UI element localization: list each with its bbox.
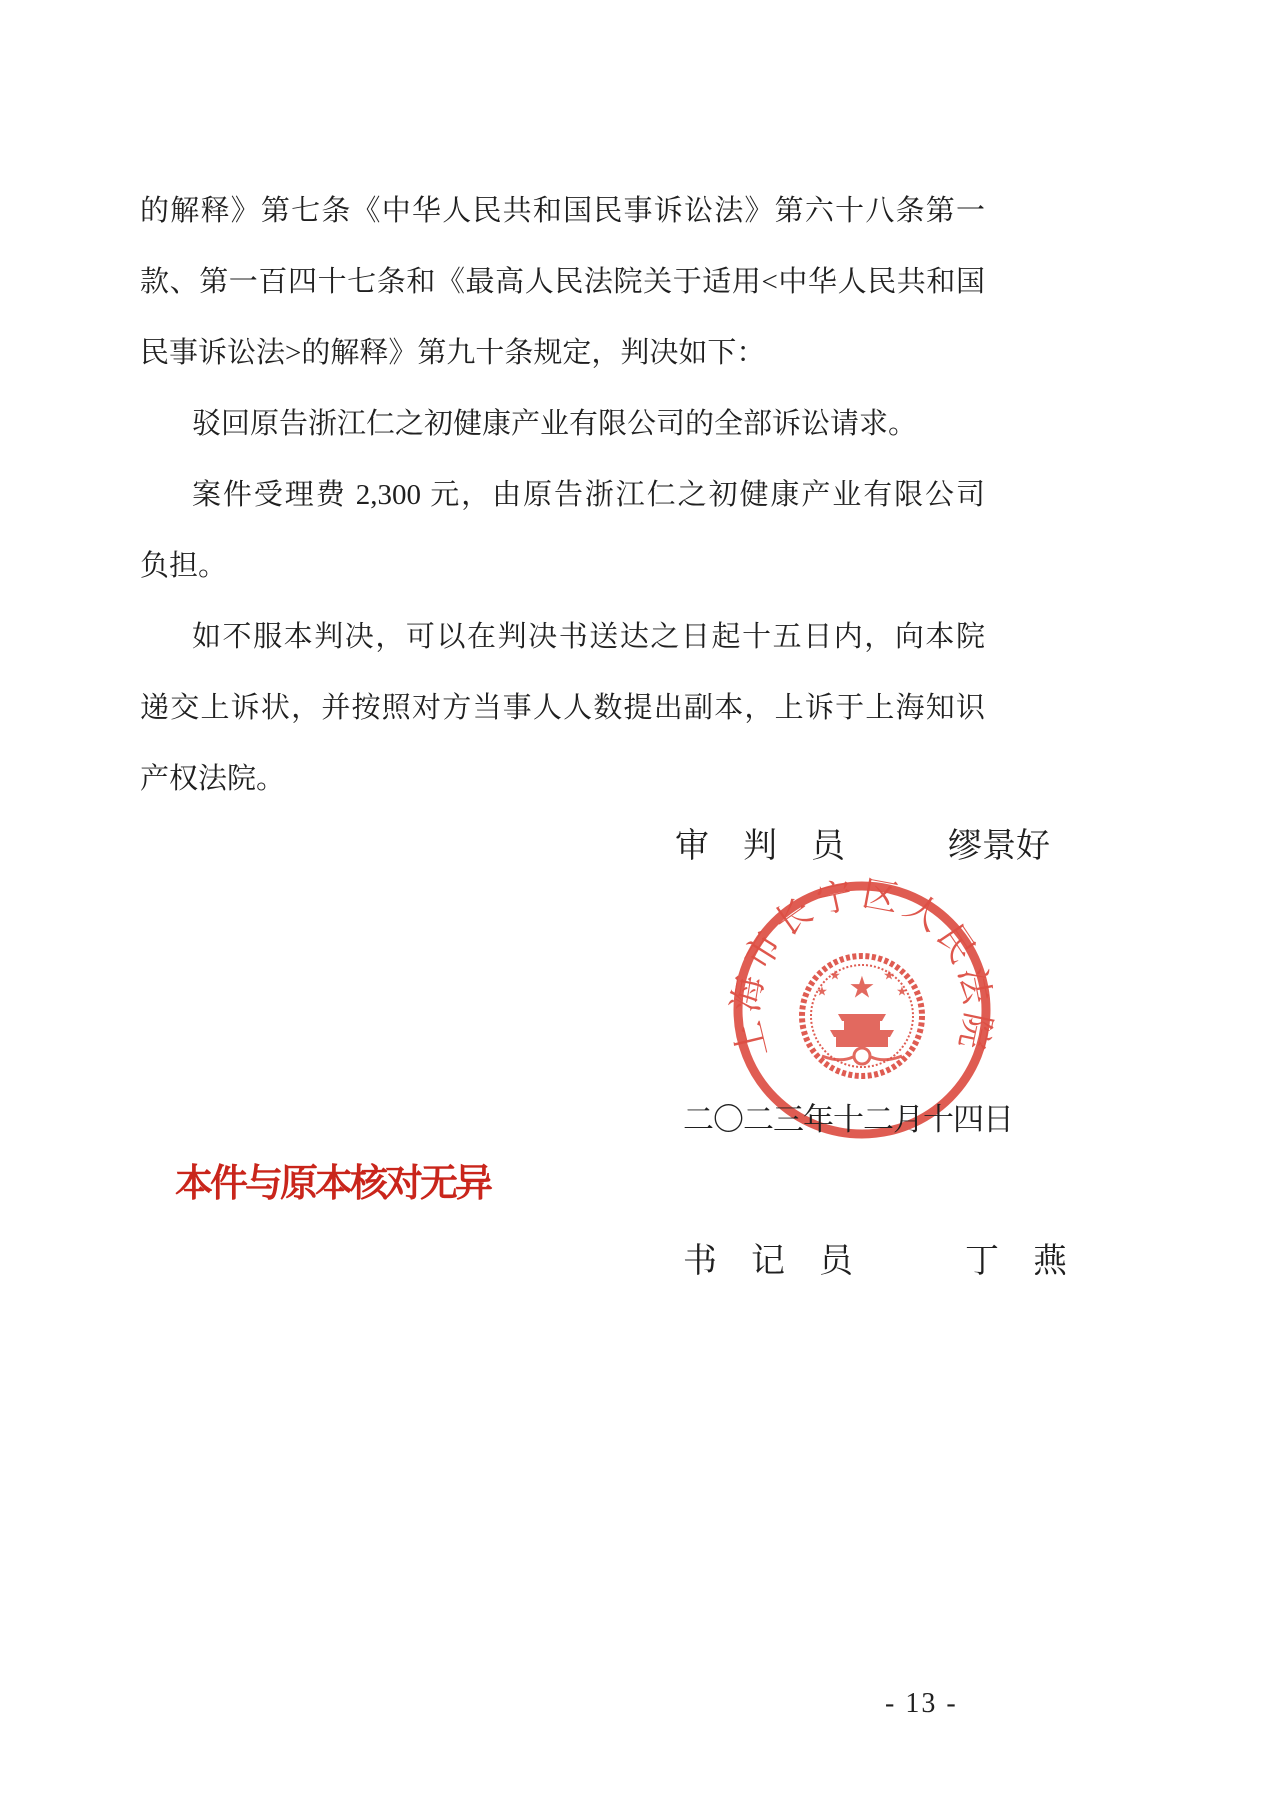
judgment-text-line: 递交上诉状，并按照对方当事人人数提出副本，上诉于上海知识 [140, 692, 985, 724]
verification-stamp-text: 本件与原本核对无异 [175, 1163, 491, 1205]
emblem-small-star-icon: ★ [896, 984, 908, 1000]
clerk-role-label: 书 记 员 [683, 1243, 853, 1280]
judgment-text-line: 负担。 [140, 550, 228, 582]
judgment-body [140, 176, 985, 815]
emblem-small-star-icon: ★ [829, 968, 841, 984]
judgment-text-line: 产权法院。 [140, 763, 286, 795]
emblem-big-star-icon: ★ [848, 970, 876, 1006]
judgment-date: 二〇二三年十二月十四日 [683, 1102, 1013, 1137]
emblem-small-star-icon: ★ [816, 984, 828, 1000]
judge-role-label: 审 判 员 [675, 828, 845, 865]
judgment-text-line: 案件受理费 2,300 元，由原告浙江仁之初健康产业有限公司 [192, 479, 985, 511]
judgment-text-line: 驳回原告浙江仁之初健康产业有限公司的全部诉讼请求。 [192, 408, 918, 440]
judge-signature-line [675, 818, 1050, 867]
judgment-text-line: 民事诉讼法>的解释》第九十条规定，判决如下： [140, 337, 766, 369]
clerk-signature-line [683, 1233, 1067, 1282]
judgment-text-line: 款、第一百四十七条和《最高人民法院关于适用<中华人民共和国 [140, 266, 985, 298]
page-number: - 13 - [885, 1688, 958, 1719]
seal-authority-text: 上海市长宁区人民法院 [725, 873, 999, 1062]
judge-name: 缪景好 [948, 828, 1050, 865]
emblem-tiananmen [822, 1014, 902, 1064]
emblem-small-star-icon: ★ [883, 968, 895, 984]
clerk-name: 丁 燕 [965, 1243, 1067, 1280]
judgment-text-line: 的解释》第七条《中华人民共和国民事诉讼法》第六十八条第一 [140, 195, 985, 227]
judgment-text-line: 如不服本判决，可以在判决书送达之日起十五日内，向本院 [192, 621, 985, 653]
